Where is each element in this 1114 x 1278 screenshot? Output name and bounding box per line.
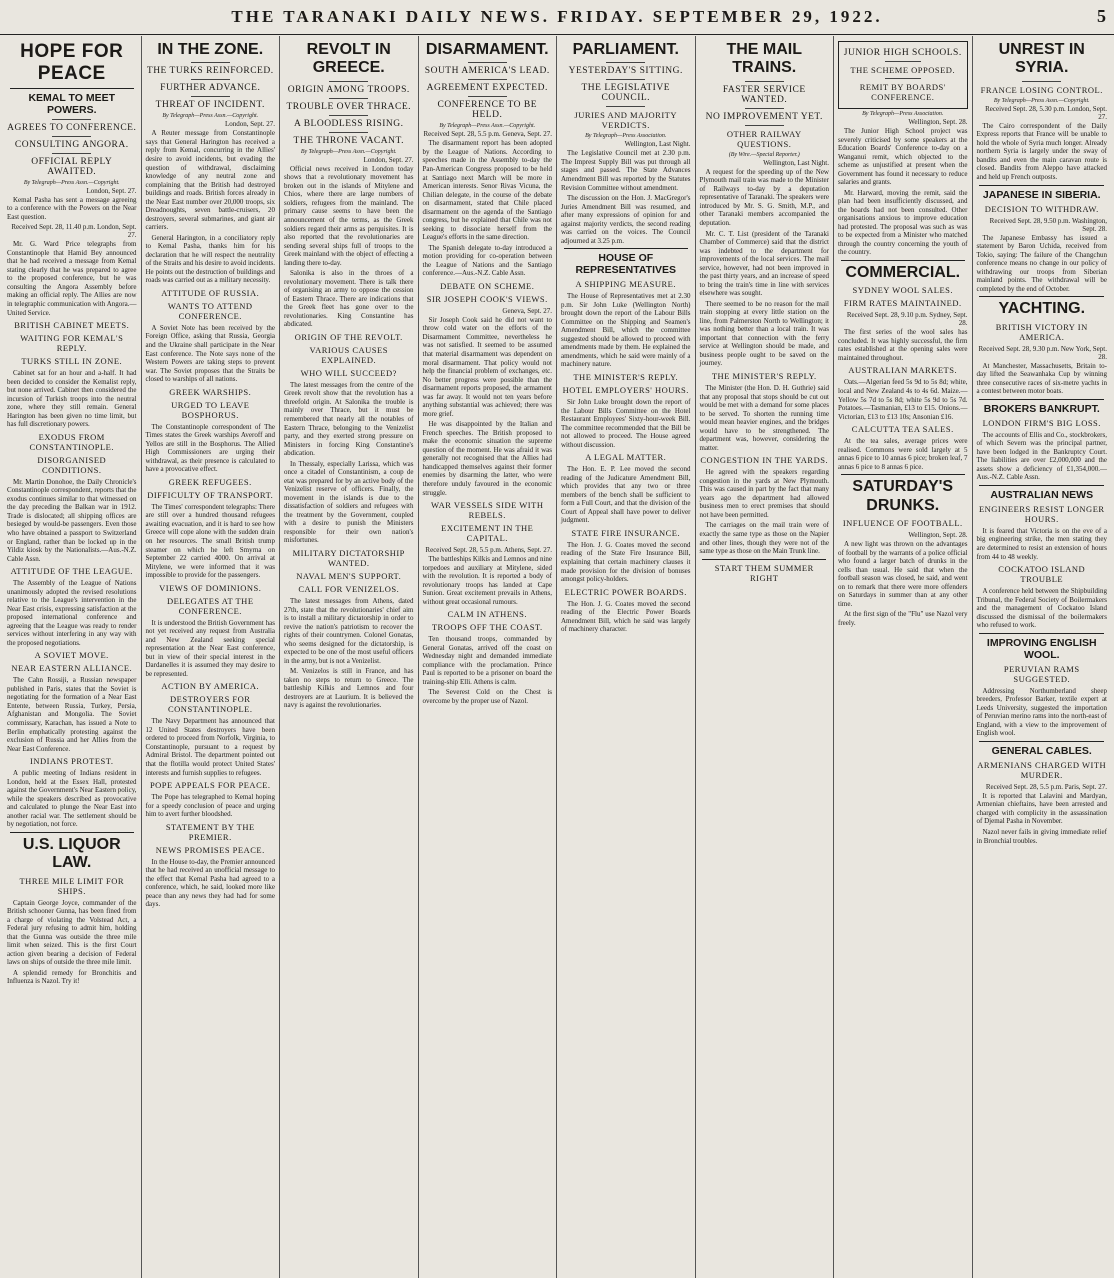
divider bbox=[979, 296, 1104, 297]
section-heading: INDIANS PROTEST. bbox=[30, 756, 114, 767]
section-heading: DEBATE ON SCHEME. bbox=[440, 280, 535, 291]
wire-credit: By Telegraph—Press Assn.—Copyright. bbox=[23, 179, 120, 186]
dateline: Received Sept. 28, 9.10 p.m. Sydney, Sept. 28. bbox=[846, 311, 968, 328]
deck: THE TURKS REINFORCED. bbox=[146, 66, 274, 77]
section-heading: TROOPS OFF THE COAST. bbox=[431, 622, 543, 633]
dateline: Wellington, Sept. 28. bbox=[908, 118, 968, 126]
divider bbox=[606, 62, 645, 63]
article-paragraph: The disarmament report has been adopted by the League of Nations. According to speeches made in the Assembly to-day the Pan-American Congress proposed to be held at Santiago next March will be more in American interests. Senor Rivas Vicuna, the Chilian delegate, in the course of the debate on disarmament, stated that Chile placed disarmament on the agenda of the Santiago congress, but he explained that Chile was not seeking to dissociate herself from the League's efforts in the same direction. bbox=[422, 139, 552, 242]
article-paragraph: The latest messages from Athens, dated 27th, state that the revolutionaries' chief aim is to install a military dictatorship in order to revive the nation's patriotism to recover the rights of their countrymen. Colonel Gonatas, who seems designed for the dictatorship, is expected to be one of the most useful officers in the army, but is not a Venizelist. bbox=[284, 596, 414, 665]
article-paragraph: At Manchester, Massachusetts, Britain to-day lifted the Seawanhaka Cup by winning three consecutive races of six-metre yachts in a contest between motor boats. bbox=[976, 361, 1107, 396]
article-paragraph: Official news received in London today shows that a revolutionary movement has broken out in the islands of Mitylene and Chios, where there are large numbers of soldiers, refugees from the mainland. The primary cause seems to have been the announcement of the terms, as the Greek soldiers regard their arms as perquisites. It is also reported that the revolutionaries are sending several ships full of troops to the Greek mainland with the object of effecting a landing there to-day. bbox=[284, 164, 414, 267]
divider bbox=[191, 62, 230, 63]
section-heading: WAITING FOR KEMAL'S REPLY. bbox=[20, 333, 124, 354]
column-parliament bbox=[557, 36, 696, 1278]
masthead-title: THE TARANAKI DAILY NEWS. FRIDAY. SEPTEMBER 29, 1922. bbox=[231, 7, 883, 26]
deck: FURTHER ADVANCE. bbox=[160, 83, 261, 94]
article-paragraph: It is feared that Victoria is on the eve of a big engineering strike, the men stating they are determined to resist an extension of hours from 44 to 48 weekly. bbox=[976, 526, 1107, 561]
article-paragraph: Sir John Luke brought down the report of the Labour Bills Committee on the Hotel Restaurant Employees' Sixty-hour-week Bill. The committee recommended that the Bill be not allowed to proceed. The House agreed without discussion. bbox=[561, 398, 691, 449]
dateline: London, Sept. 27. bbox=[86, 186, 137, 195]
column-revolt-in-greece bbox=[280, 36, 419, 1278]
headline: JUNIOR HIGH SCHOOLS. bbox=[843, 48, 962, 58]
wire-credit: By Telegraph—Press Association. bbox=[585, 133, 667, 140]
deck: ORIGIN AMONG TROOPS. bbox=[287, 84, 410, 95]
section-heading: GREEK WARSHIPS. bbox=[169, 386, 252, 397]
divider bbox=[702, 559, 826, 560]
dateline: Wellington, Last Night. bbox=[763, 158, 829, 167]
divider bbox=[979, 633, 1104, 634]
divider bbox=[979, 185, 1104, 186]
section-heading: DELEGATES AT THE CONFERENCE. bbox=[166, 595, 254, 616]
subheadline: KEMAL TO MEET POWERS. bbox=[28, 91, 116, 116]
dateline: London, Sept. 27. bbox=[225, 120, 275, 129]
divider bbox=[329, 98, 368, 99]
article-paragraph: At the tea sales, average prices were realised. Commons were sold largely at 5 annas 6 pice to 10 annas 6 pice; broken leaf, 7 annas 6 pice to 8 annas 6 pice. bbox=[838, 437, 968, 471]
article-paragraph: It is reported that Lalavini and Mardyan, Armenian chieftains, have been arrested and charged with complicity in the assassination of Djemal Pasha in November. bbox=[976, 791, 1107, 826]
deck: OTHER RAILWAY QUESTIONS. bbox=[726, 128, 802, 149]
section-heading: A LEGAL MATTER. bbox=[585, 452, 667, 463]
article-paragraph: The Minister (the Hon. D. H. Guthrie) said that any proposal that stops should be cut out would be met with a demand for some places to be served. To shorten the running time would mean heavier engines, and the bridges would have to be strengthened. The department was, however, considering the matter. bbox=[699, 384, 829, 452]
article-paragraph: The first series of the wool sales has concluded. It was highly successful, the firm rates established at the opening sales were maintained throughout. bbox=[838, 328, 968, 362]
headline: IN THE ZONE. bbox=[157, 41, 264, 58]
section-heading: WHO WILL SUCCEED? bbox=[300, 367, 397, 378]
divider bbox=[191, 79, 230, 80]
article-paragraph: The battleships Kilkis and Lemnos and nine torpedoes and auxiliary at Mitylene, sided with the revolution. It is reported a body of revolutionary troops has landed at Cape Sunion. Great excitement prevails in Athens, without great occasional rumours. bbox=[422, 555, 552, 606]
section-heading: INFLUENCE OF FOOTBALL. bbox=[842, 518, 963, 529]
divider bbox=[841, 474, 965, 475]
wire-credit: By Telegraph—Press Assn.—Copyright. bbox=[300, 148, 397, 155]
article-paragraph: The Hon. J. G. Coates moved the second reading of the State Fire Insurance Bill, explaining that certain machinery clauses it made provision for the division of bonuses amongst policy-holders. bbox=[561, 540, 691, 584]
dateline: Received Sept. 28, 5.5 p.m. Geneva, Sept. 27. bbox=[423, 130, 552, 139]
section-heading: FIRM RATES MAINTAINED. bbox=[843, 298, 962, 309]
article-paragraph: The Legislative Council met at 2.30 p.m. The Imprest Supply Bill was put through all stages and passed. The State Advances Amendment Bill was reported by the Statutes Revision Committee without amendment. bbox=[561, 149, 691, 192]
dateline: Wellington, Last Night. bbox=[624, 140, 691, 149]
section-heading: DECISION TO WITHDRAW. bbox=[984, 203, 1099, 214]
article-paragraph: The Cairo correspondent of the Daily Express reports that France will be unable to hold the whole of Syria much longer. Already northern Syria is largely under the sway of bandits and even the main caravan route is closed. Bandits from Aleppo have attacked and held up French outposts. bbox=[976, 121, 1107, 181]
section-heading: DISORGANISED CONDITIONS. bbox=[37, 454, 107, 475]
article-paragraph: The Spanish delegate to-day introduced a motion providing for co-operation between the League of Nations and the Santiago conference.—Aus.-N.Z. Cable Assn. bbox=[422, 243, 552, 278]
section-heading: STATE FIRE INSURANCE. bbox=[571, 527, 681, 538]
deck: YESTERDAY'S SITTING. bbox=[568, 66, 683, 77]
dateline: Received Sept. 28, 5.5 p.m. Paris, Sept. 27. bbox=[985, 782, 1107, 791]
divider bbox=[329, 132, 368, 133]
article-paragraph: General Harington, in a conciliatory reply to Kemal Pasha, thanks him for his declaration that he will respect the neutrality of the Straits and his desire to avoid incidents. He points out the destruction of buildings and roads was carried out as a military necessity. bbox=[145, 233, 275, 285]
article-paragraph: The Times' correspondent telegraphs: There are still over a hundred thousand refugees awaiting evacuation, and it is hard to see how Greece will cope alone with the sudden drain on her resources. The small British trump steamer on which he left Smyrna on September 22 carried 4000. On arrival at Mitylene, we were informed that it was impossible to provide for the passengers. bbox=[145, 502, 275, 580]
headline: HOPE FOR PEACE bbox=[20, 41, 124, 84]
section-heading: THREE MILE LIMIT FOR SHIPS. bbox=[19, 875, 125, 896]
article-paragraph: The Japanese Embassy has issued a statement by Baron Uchida, received from Tokio, saying: The failure of the Changchun conference means no change in our policy of withdrawing our troops from Siberian mainland points. The withdrawal will be completed by the end of October. bbox=[976, 233, 1107, 293]
article-paragraph: The Constantinople correspondent of The Times states the Greek warships Averoff and Yellos are still in the Bosphorus. The Allied High Commissioners are urging their withdrawal, as their presence is calculated to have a provocative effect. bbox=[145, 422, 275, 474]
article-paragraph: A Soviet Note has been received by the Foreign Office, asking that Russia, Georgia and the Ukraine shall participate in the Near East conference. The Note says none of the Western Powers are taking steps to prevent war. The Soviet proposes that the Straits be closed to warships of all nations. bbox=[145, 323, 275, 384]
dateline: Received Sept. 28, 9.30 p.m. New York, Sept. 28. bbox=[978, 344, 1107, 361]
masthead bbox=[0, 0, 1114, 35]
section-heading: EXCITEMENT IN THE CAPITAL. bbox=[441, 523, 534, 544]
section-heading: HOTEL EMPLOYERS' HOURS. bbox=[562, 385, 689, 396]
deck: TROUBLE OVER THRACE. bbox=[286, 101, 412, 112]
section-heading: CALM IN ATHENS. bbox=[447, 609, 528, 620]
section-heading: DIFFICULTY OF TRANSPORT. bbox=[147, 489, 274, 500]
divider bbox=[52, 119, 91, 120]
article-paragraph: A conference held between the Shipbuilding Tribunal, the Federal Society of Boilermakers and the management of Cockatoo Island discussed the dismissal of the boilermakers who refused to work. bbox=[976, 587, 1107, 630]
dateline: Received Sept. 28, 5.5 p.m. Athens, Sept. 27. bbox=[425, 546, 552, 555]
article-paragraph: The Assembly of the League of Nations unanimously adopted the revised resolutions relative to the League's intervention in the Near East crisis, expressing satisfaction at the proposed international conference and agreeing that the League was ready to render services without interfering in any way with the proposed negotiations. bbox=[7, 579, 137, 647]
section-heading: GREEK REFUGEES. bbox=[168, 476, 252, 487]
advertisement: The Severest Cold on the Chest is overcome by the proper use of Nazol. bbox=[422, 688, 552, 705]
article-paragraph: A new light was thrown on the advantages of football by the warrants of a police official who found a larger batch of drunks in the cells than usual. He said that when the football season was closed, he said, and went on to remark that there were more offenders on Saturdays in summer than at any other time. bbox=[838, 540, 968, 608]
divider bbox=[329, 81, 368, 82]
column-junior-high-schools bbox=[834, 36, 973, 1278]
divider bbox=[885, 78, 921, 79]
article-paragraph: Addressing Northumberland sheep breeders, Professor Barker, textile expert at Leeds University, suggested the importation of Peruvian merino rams into the north-east of England, with a view to the improvement of English wool. bbox=[976, 686, 1107, 738]
wire-credit: (By Wire.—Special Reporter.) bbox=[728, 151, 800, 158]
section-title: YACHTING. bbox=[998, 300, 1086, 318]
article-paragraph: Salonika is also in the throes of a revolutionary movement. There is talk there of organising an army to oppose the cession of Eastern Thrace. There are indications that the Greek fleet has gone over to the revolutionaries. King Constantine has abdicated. bbox=[284, 269, 414, 329]
section-heading: NEAR EASTERN ALLIANCE. bbox=[11, 663, 133, 674]
column-mail-trains bbox=[696, 36, 835, 1278]
divider bbox=[979, 741, 1104, 742]
article-paragraph: He was disappointed by the Italian and French speeches. The British proposed to make the economic situation the supreme question of the moment. He was afraid it was generally not recognised that the Allies had handicapped themselves against their former enemies by disarming the latter, who were therefore unduly favoured in the economic struggle. bbox=[422, 420, 552, 497]
columns bbox=[3, 36, 1111, 1278]
wire-credit: By Telegraph—Press Association. bbox=[862, 111, 944, 117]
deck: THE THRONE VACANT. bbox=[293, 135, 404, 146]
divider bbox=[52, 153, 91, 154]
article-paragraph: The Hon. J. G. Coates moved the second reading of the Electric Power Boards Amendment Bill, which he said was largely of machinery character. bbox=[561, 599, 691, 634]
deck: AGREEMENT EXPECTED. bbox=[426, 83, 548, 94]
headline: DISARMAMENT. bbox=[425, 41, 549, 58]
deck: THE LEGISLATIVE COUNCIL. bbox=[581, 83, 670, 104]
section-title: BROKERS BANKRUPT. bbox=[983, 402, 1100, 415]
article-paragraph: Cabinet sat for an hour and a-half. It had been decided to consider the Kemalist reply, but none arrived. Cabinet then considered the incursion of Turkish troops into the neutral zone, where they still remain. General Harington has been given no time limit, but has full discretionary powers. bbox=[7, 369, 137, 429]
section-heading: POPE APPEALS FOR PEACE. bbox=[149, 780, 271, 791]
advertisement: Nazol never fails in giving immediate relief in Bronchial troubles. bbox=[976, 828, 1107, 845]
section-heading: WANTS TO ATTEND CONFERENCE. bbox=[167, 300, 253, 321]
divider bbox=[745, 81, 784, 82]
column-unrest-in-syria bbox=[973, 36, 1112, 1278]
section-heading: LONDON FIRM'S BIG LOSS. bbox=[982, 417, 1101, 428]
section-heading: THE MINISTER'S REPLY. bbox=[573, 372, 679, 383]
deck: THE SCHEME OPPOSED. bbox=[850, 65, 956, 75]
section-heading: THE MINISTER'S REPLY. bbox=[711, 371, 817, 381]
section-title: AUSTRALIAN NEWS bbox=[990, 488, 1094, 501]
section-heading: ACTION BY AMERICA. bbox=[161, 681, 260, 692]
section-heading: CALCUTTA TEA SALES. bbox=[851, 424, 954, 435]
divider bbox=[10, 88, 134, 89]
section-heading: ELECTRIC POWER BOARDS. bbox=[564, 586, 687, 597]
article-paragraph: The Pope has telegraphed to Kemal hoping for a speedy conclusion of peace and urging him to avert further bloodshed. bbox=[145, 793, 275, 819]
article-paragraph: The House of Representatives met at 2.30 p.m. Sir John Luke (Wellington North) brought down the report of the Labour Bills Committee on the Shipping and Seamen's Amendment Bill, which the committee suggested should be allowed to proceed with amendments made by them. He explained the amendments, which he said were mainly of a machinery nature. bbox=[561, 292, 691, 369]
divider bbox=[468, 96, 507, 97]
divider bbox=[841, 260, 965, 261]
section-heading: CALL FOR VENIZELOS. bbox=[298, 583, 400, 594]
section-title: SATURDAY'S DRUNKS. bbox=[852, 478, 954, 514]
article-paragraph: A Reuter message from Constantinople says that General Harington has received a reply from Kemal, concurring in the Allies' desire to avoid incidents, but evading the question of withdrawal, disclaiming knowledge of any neutral zone and complaining that the British had destroyed buildings and roads. British forces already in the Near East number over 20,000 troops, six Dreadnoughts, seven battle-cruisers, 20 destroyers, several submarines, and giant air carriers. bbox=[145, 129, 275, 232]
headline: PARLIAMENT. bbox=[572, 41, 679, 58]
section-heading: ATTITUDE OF RUSSIA. bbox=[161, 287, 260, 298]
deck: FRANCE LOSING CONTROL. bbox=[980, 84, 1103, 95]
section-heading: ENGINEERS RESIST LONGER HOURS. bbox=[978, 503, 1105, 524]
wire-credit: By Telegraph—Press Assn.—Copyright. bbox=[439, 123, 536, 130]
section-title: IMPROVING ENGLISH WOOL. bbox=[986, 636, 1097, 661]
deck: OFFICIAL REPLY AWAITED. bbox=[31, 156, 113, 177]
divider bbox=[1022, 81, 1061, 82]
article-paragraph: The accounts of Ellis and Co., stockbrokers, of which Severn was the principal partner, have been lodged in the Bankruptcy Court. The liabilities are over £2,000,000 and the assets show a deficiency of £1,354,000.—Aus.-N.Z. Cable Assn. bbox=[976, 430, 1107, 482]
section-title: GENERAL CABLES. bbox=[991, 744, 1092, 757]
dateline: Received Sept. 28, 5.30 p.m. London, Sept. 27. bbox=[985, 104, 1107, 121]
dateline: Wellington, Sept. 28. bbox=[908, 531, 968, 540]
divider bbox=[468, 62, 507, 63]
section-heading: DESTROYERS FOR CONSTANTINOPLE. bbox=[168, 694, 253, 715]
article-paragraph: The Cahn Rossiji, a Russian newspaper published in Paris, states that the Soviet is negotiating for the formation of a Near East Entente, between Russia, Turkey, Persia, Afghanistan and Mongolia. The Soviet commissary, Karachan, has issued a Note to Berlin emphatically protesting against the exclusion of Russia and her Allies from the Near East Conference. bbox=[7, 676, 137, 753]
divider bbox=[885, 61, 921, 62]
deck: AGREES TO CONFERENCE. bbox=[7, 122, 137, 133]
article-paragraph: Sir Joseph Cook said he did not want to throw cold water on the efforts of the Disarmament Committee, nevertheless he was not satisfied. It seemed to be assumed that material disarmament was dependent on moral disarmament. That policy would not help the financial problem of exchanges, etc. No better progress were possible than the disarmament reports proposed, the armament was far away. It would not ten years before anything substantial was achieved; there was more grief. bbox=[422, 315, 552, 418]
deck: REMIT BY BOARDS' CONFERENCE. bbox=[859, 82, 946, 102]
article-paragraph: The Navy Department has announced that 12 United States destroyers have been ordered to proceed from Norfolk, Virginia, to Constantinople, pursuant to a request by Admiral Bristol. The department pointed out that the flotilla would protect United States' interests and furnish supplies to refugees. bbox=[145, 717, 275, 777]
article-paragraph: Oats.—Algerian feed 5s 9d to 5s 8d; white, local and New Zealand 4s to 4s 6d. Maize.—Yellow 5s 7d to 5s 8d; white 5s 9d to 5s 7d. Potatoes.—Tasmanian, £13 to £15. Onions.—Victorian, £13 to £13 10s; Ansonian £16. bbox=[838, 378, 968, 421]
column-hope-for-peace bbox=[3, 36, 142, 1278]
article-paragraph: The Junior High School project was severely criticised by some speakers at the Education Boards' Conference to-day on a Wanganui remit, which objected to the scheme as unjustified at present when the Government has found it necessary to reduce salaries and grants. bbox=[838, 127, 968, 187]
section-heading: ORIGIN OF THE REVOLT. bbox=[294, 331, 403, 342]
dateline: London, Sept. 27. bbox=[363, 155, 414, 164]
section-heading: A SOVIET MOVE. bbox=[34, 650, 109, 661]
section-heading: BRITISH CABINET MEETS. bbox=[14, 320, 130, 331]
advertisement: A splendid remedy for Bronchitis and Influenza is Nazol. Try it! bbox=[7, 968, 137, 986]
section-heading: PERUVIAN RAMS SUGGESTED. bbox=[1003, 663, 1080, 684]
deck: FASTER SERVICE WANTED. bbox=[722, 84, 806, 105]
article-paragraph: Mr. G. Ward Price telegraphs from Constantinople that Hamid Bey announced that he had received a message from Kemal stating clearly that he was prepared to agree to the proposed conference, but he was consulting the Angora Assembly before making an official reply. The Allies are now in telegraphic communication with Angora.—United Service. bbox=[7, 240, 137, 317]
page-number: 5 bbox=[1097, 6, 1106, 26]
deck: NO IMPROVEMENT YET. bbox=[705, 111, 823, 122]
article-paragraph: A public meeting of Indians resident in London, held at the Essex Hall, protested against the Government's Near Eastern policy, while the speakers described as provocative and calculated to plunge the Near East into another racial war. The settlement should be by negotiation, not force. bbox=[7, 769, 137, 829]
divider bbox=[606, 106, 645, 107]
dateline: Received Sept. 28, 9.50 p.m. Washington, Sept. 28. bbox=[989, 216, 1107, 233]
deck: JURIES AND MAJORITY VERDICTS. bbox=[574, 110, 678, 131]
divider bbox=[329, 115, 368, 116]
section-heading: ATTITUDE OF THE LEAGUE. bbox=[10, 566, 133, 577]
section-heading: SIR JOSEPH COOK'S VIEWS. bbox=[426, 293, 548, 304]
section-title: HOUSE OF REPRESENTATIVES bbox=[575, 252, 677, 277]
article-paragraph: In the House to-day, the Premier announced that he had received an unofficial message to the effect that Kemal Pasha had agreed to a conference, which, he said, looked more like peace than any news they had had for some days. bbox=[145, 857, 275, 909]
section-heading: WAR VESSELS SIDE WITH REBELS. bbox=[431, 500, 544, 521]
deck: CONSULTING ANGORA. bbox=[14, 139, 129, 150]
divider bbox=[979, 485, 1104, 486]
divider bbox=[745, 108, 784, 109]
divider bbox=[191, 96, 230, 97]
article-paragraph: Mr. C. T. List (president of the Taranaki Chamber of Commerce) said that the district was indebted to the department for improvements of the local services. The mail service, however, had not been improved in the past thirty years, and an increase of speed to bring the train's time in line with services elsewhere was sought. bbox=[699, 229, 829, 298]
section-heading: URGED TO LEAVE BOSPHORUS. bbox=[171, 399, 250, 420]
section-heading: BRITISH VICTORY IN AMERICA. bbox=[995, 321, 1088, 342]
divider bbox=[979, 399, 1104, 400]
section-heading: EXODUS FROM CONSTANTINOPLE. bbox=[29, 431, 114, 452]
section-heading: CONGESTION IN THE YARDS. bbox=[700, 455, 829, 466]
column-disarmament bbox=[419, 36, 558, 1278]
headline: THE MAIL TRAINS. bbox=[726, 41, 803, 77]
article-paragraph: Mr. Harward, moving the remit, said the plan had been insufficiently discussed, and the boards had not been consulted. Other organisations anxious to improve education had protested. The proposal was such as was to be expected from a Minister who matched through the country concerning the youth of the country. bbox=[838, 188, 968, 257]
article-paragraph: There seemed to be no reason for the mail train stopping at every little station on the line, from Palmerston North to Wellington; it was nothing better than a local train. It was important that connection with the ferry service at Wellington should be made, and business people ought to be saved on the journey. bbox=[699, 299, 829, 368]
divider bbox=[468, 79, 507, 80]
dateline: Received Sept. 28, 11.40 p.m. London, Sept. 27. bbox=[11, 223, 137, 240]
section-heading: STATEMENT BY THE PREMIER. bbox=[165, 821, 255, 842]
article-paragraph: Mr. Martin Donohoe, the Daily Chronicle's Constantinople correspondent, reports that the exodus continues similar to that witnessed on the day preceding the Balkan war in 1912. Trade is dislocated; all shipping offices are besieged by would-be passengers. Even those who have obtained a passport to Switzerland or England, rather than be locked up in the Yildiz kiosk by the Nationalists.—Aus.-N.Z. Cable Assn. bbox=[7, 477, 137, 563]
section-heading: AUSTRALIAN MARKETS. bbox=[848, 365, 958, 376]
article-paragraph: Captain George Joyce, commander of the British schooner Gunna, has been fined from a charge of violating the Volstead Act, a Federal jury refusing to admit him, holding that the Gunna was outside the three mile limit when seized. This is the first Court action given bearing a decision of Federal laws on ships of outside the three mile limit. bbox=[7, 898, 137, 967]
dateline: Geneva, Sept. 27. bbox=[502, 306, 552, 315]
section-heading: ARMENIANS CHARGED WITH MURDER. bbox=[977, 759, 1107, 780]
article-paragraph: The latest messages from the centre of the Greek revolt show that the revolution has a threefold origin. At Salonika the trouble is mainly over Thrace, but it must be remembered that nearly all the notables of Eastern Thrace, belonging to the Venizelist party, and they exerted strong pressure on Ministers in forcing King Constantine's abdication. bbox=[284, 380, 414, 458]
section-heading: VARIOUS CAUSES EXPLAINED. bbox=[309, 344, 388, 365]
column-in-the-zone bbox=[142, 36, 281, 1278]
section-heading: VIEWS OF DOMINIONS. bbox=[159, 582, 262, 593]
section-heading: MILITARY DICTATORSHIP WANTED. bbox=[292, 547, 405, 568]
article-paragraph: M. Venizelos is still in France, and has taken no steps to return to Greece. The battleship Kilkis and Lemnos and four destroyers are at Laurium. It is believed the navy is against the revolutionaries. bbox=[284, 667, 414, 710]
deck: THREAT OF INCIDENT. bbox=[155, 100, 265, 111]
section-heading: NEWS PROMISES PEACE. bbox=[155, 844, 265, 855]
article-paragraph: In Thessaly, especially Larissa, which was once a citadel of Constantinism, a coup de etat was prepared for by an active body of the Venizelist reserve of officers. Finally, the movement in the islands is due to the dissatisfaction of soldiers and refugees with the treatment by the Government, coupled with a desire to punish the Ministers responsible for their own nation's misfortunes. bbox=[284, 459, 414, 545]
advertisement: At the first sign of the "Flu" use Nazol very freely. bbox=[838, 610, 968, 627]
article-paragraph: A request for the speeding up of the New Plymouth mail train was made to the Minister of Railways to-day by a deputation representative of Taranaki. The speakers were introduced by Mr. S. G. Smith, M.P., and other Taranaki members accompanied the deputation. bbox=[699, 167, 829, 227]
headline: REVOLT IN GREECE. bbox=[306, 41, 391, 77]
section-title: JAPANESE IN SIBERIA. bbox=[982, 188, 1101, 201]
article-paragraph: The carriages on the mail train were of exactly the same type as those on the Napier and other lines, though they were not of the same type as those on the Main Trunk line. bbox=[699, 521, 829, 556]
section-heading: COCKATOO ISLAND TROUBLE bbox=[998, 564, 1086, 585]
divider bbox=[606, 79, 645, 80]
section-heading: A SHIPPING MEASURE. bbox=[575, 279, 676, 290]
article-paragraph: The Hon. E. P. Lee moved the second reading of the Judicature Amendment Bill, which provides that any two or three members of the bench shall be sufficient to form a Full Court, and that the division of the Court of Appeal shall have power to deliver judgment. bbox=[561, 465, 691, 525]
deck: SOUTH AMERICA'S LEAD. bbox=[424, 66, 550, 77]
article-paragraph: It is understood the British Government has not yet received any request from Australia and New Zealand seeking special representation at the Near East conference, but in view of their special interest in the Dardanelles it is assumed they may desire to be represented. bbox=[145, 618, 275, 678]
section-heading: NAVAL MEN'S SUPPORT. bbox=[296, 570, 402, 581]
deck: A BLOODLESS RISING. bbox=[293, 118, 404, 129]
article-paragraph: Kemal Pasha has sent a message agreeing to a conference with the Powers on the Near East question. bbox=[7, 195, 137, 221]
section-title: COMMERCIAL. bbox=[845, 263, 961, 281]
divider bbox=[564, 248, 688, 249]
headline-box bbox=[838, 41, 968, 109]
advertisement: START THEM SUMMER RIGHT bbox=[714, 562, 814, 583]
section-heading: TURKS STILL IN ZONE. bbox=[21, 356, 123, 367]
divider bbox=[52, 136, 91, 137]
wire-credit: By Telegraph—Press Assn.—Copyright. bbox=[162, 113, 259, 120]
headline: U.S. LIQUOR LAW. bbox=[22, 835, 121, 872]
deck: CONFERENCE TO BE HELD. bbox=[437, 100, 537, 121]
article-paragraph: He agreed with the speakers regarding congestion in the yards at New Plymouth. This was caused in part by the fact that many years ago the department had allowed business men to erect premises that should not have been permitted. bbox=[699, 468, 829, 519]
article-paragraph: The discussion on the Hon. J. MacGregor's Juries Amendment Bill was resumed, and after many expressions of opinion for and against majority verdicts, the second reading was carried on the voices. The Council adjourned at 3.25 p.m. bbox=[561, 194, 691, 245]
headline: UNREST IN SYRIA. bbox=[998, 41, 1085, 77]
divider bbox=[745, 125, 784, 126]
divider bbox=[10, 832, 134, 833]
section-heading: SYDNEY WOOL SALES. bbox=[852, 285, 954, 296]
article-paragraph: Ten thousand troops, commanded by General Gonatas, arrived off the coast on Wednesday night and demanded immediate compliance with the proclamation. Prince Paul is reported to be a prisoner on board the training-ship Elli. Athens is calm. bbox=[422, 635, 552, 686]
wire-credit: By Telegraph—Press Assn.—Copyright. bbox=[993, 97, 1090, 104]
